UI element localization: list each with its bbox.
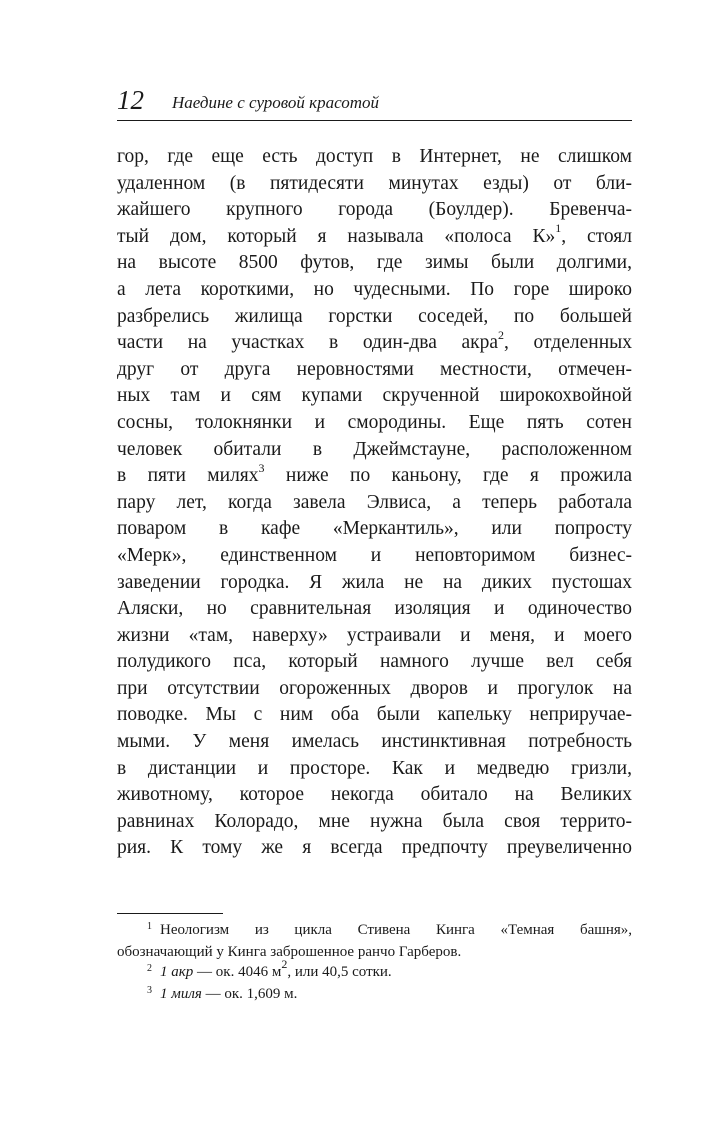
body-line: полудикого пса, который намного лучше вел себя xyxy=(117,651,632,673)
footnote-ref-1: 1 xyxy=(555,221,562,236)
body-line: ных там и сям купами скрученной широкохвойной xyxy=(117,385,632,407)
body-line: мыми. У меня имелась инстинктивная потребность xyxy=(117,731,632,753)
body-line: жизни «там, наверху» устраивали и меня, и моего xyxy=(117,624,632,646)
footnote-text: Неологизм из цикла Стивена Кинга «Темная башня», xyxy=(160,922,632,938)
body-line: «Мерк», единственном и неповторимом бизнес- xyxy=(117,544,632,566)
body-line: жайшего крупного города (Боулдер). Бревенча- xyxy=(117,199,632,221)
footnote-term: 1 миля xyxy=(160,986,202,1002)
body-line: человек обитали в Джеймстауне, расположенном xyxy=(117,438,632,460)
body-line: друг от друга неровностями местности, отмечен- xyxy=(117,358,632,380)
body-line: удаленном (в пятидесяти минутах езды) от бли- xyxy=(117,172,632,194)
body-line xyxy=(117,327,632,357)
line-text: тый дом, который я называла «полоса К» xyxy=(117,225,556,247)
footnote-text: — ок. 4046 м xyxy=(193,964,282,980)
footnote-3 xyxy=(117,984,632,1006)
body-line: пару лет, когда завела Элвиса, а теперь работала xyxy=(117,491,632,513)
body-text xyxy=(117,144,632,862)
body-line: Аляски, но сравнительная изоляция и одиночество xyxy=(117,598,632,620)
line-text: , стоял xyxy=(561,225,632,247)
body-line: в дистанции и просторе. Как и медведю гризли, xyxy=(117,757,632,779)
body-line: животному, которое некогда обитало на Великих xyxy=(117,784,632,806)
footnote-marker: 3 xyxy=(147,985,152,996)
footnote-2 xyxy=(117,957,632,984)
footnote-text: — ок. 1,609 м. xyxy=(201,986,298,1002)
page-number: 12 xyxy=(117,85,144,115)
line-text: , отделенных xyxy=(504,332,632,354)
footnote-term: 1 акр xyxy=(160,964,194,980)
body-line: заведении городка. Я жила не на диких пустошах xyxy=(117,571,632,593)
line-text: в пяти милях xyxy=(117,465,259,487)
line-text: части на участках в один-два акра xyxy=(117,332,499,354)
body-line: а лета короткими, но чудесными. По горе широко xyxy=(117,278,632,300)
body-line: гор, где еще есть доступ в Интернет, не слишком xyxy=(117,146,632,167)
body-line: поводке. Мы с ним оба были капельку неприручае- xyxy=(117,704,632,726)
body-line: поваром в кафе «Меркантиль», или попросту xyxy=(117,518,632,540)
running-header xyxy=(117,84,632,121)
footnote-text: , или 40,5 сотки. xyxy=(287,964,392,980)
footnote-1 xyxy=(117,920,632,942)
footnote-ref-3: 3 xyxy=(258,460,265,475)
footnote-1-continued: обозначающий у Кинга заброшенное ранчо Гарберов. xyxy=(117,944,462,960)
running-title: Наедине с суровой красотой xyxy=(172,93,380,112)
footnote-marker: 2 xyxy=(147,963,152,974)
footnote-superscript: 2 xyxy=(281,957,288,971)
body-line: рия. К тому же я всегда предпочту преувеличенно xyxy=(117,837,632,859)
footnote-divider xyxy=(117,913,223,914)
body-line: на высоте 8500 футов, где зимы были долгими, xyxy=(117,252,632,274)
body-line: сосны, толокнянки и смородины. Еще пять сотен xyxy=(117,411,632,433)
body-line: равнинах Колорадо, мне нужна была своя террито- xyxy=(117,810,632,832)
line-text: ниже по каньону, где я прожила xyxy=(264,465,632,487)
body-line xyxy=(117,460,632,490)
footnote-ref-2: 2 xyxy=(498,327,505,342)
footnote-marker: 1 xyxy=(147,921,152,932)
body-line: разбрелись жилища горстки соседей, по большей xyxy=(117,305,632,327)
footnotes xyxy=(117,920,632,1006)
body-line: при отсутствии огороженных дворов и прогулок на xyxy=(117,677,632,699)
body-line xyxy=(117,221,632,251)
